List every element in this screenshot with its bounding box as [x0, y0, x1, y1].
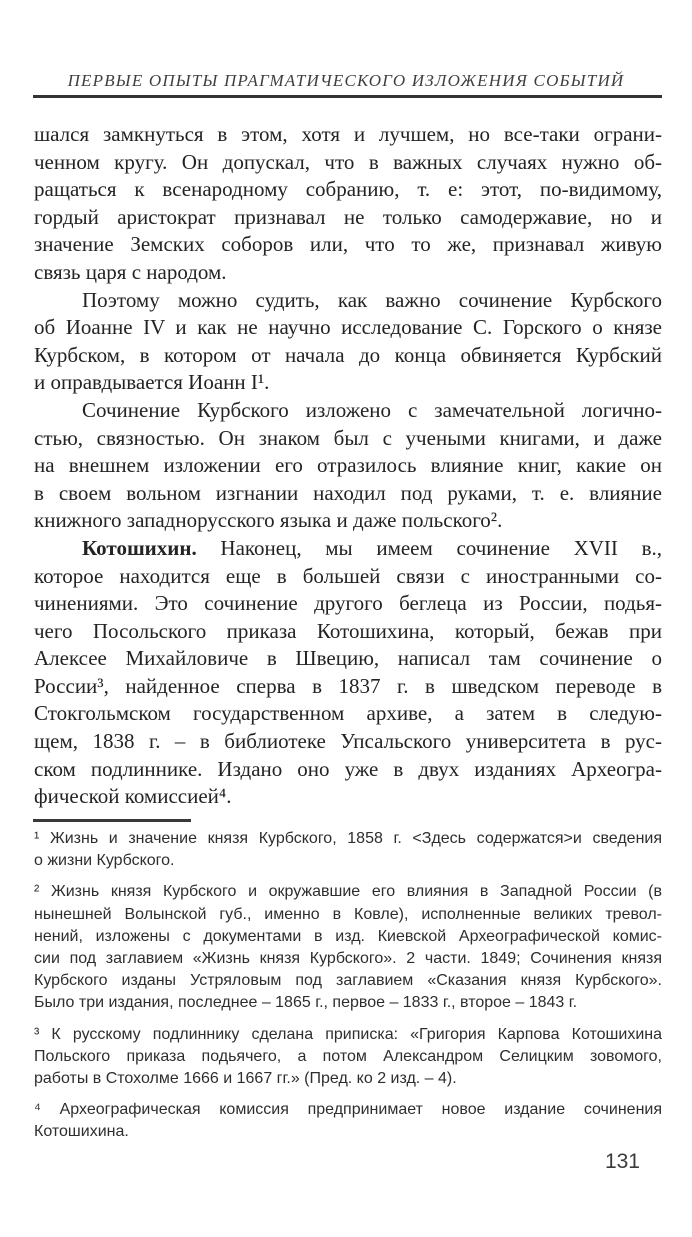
body-line: России³, найденное сперва в 1837 г. в шведском переводе в	[34, 673, 662, 698]
footnote-line: ³ К русскому подлиннику сделана приписка: «Григория Карпова Котошихина	[34, 1025, 662, 1043]
footnote-line: нений, изложены с документами в изд. Киевской Археографической комис-	[34, 927, 662, 945]
footnote-line: Курбского изданы Устряловым под заглавием «Сказания князя Курбского».	[34, 972, 662, 990]
page-number: 131	[604, 1150, 640, 1173]
paragraph	[34, 535, 662, 811]
footnote-3	[34, 1024, 662, 1091]
body-line: Сочинение Курбского изложено с замечательной логично-	[82, 397, 662, 422]
paragraph-lead-word: Котошихин.	[82, 535, 197, 560]
footnote-separator-rule	[33, 819, 191, 822]
footnote-line: Польского приказа подьячего, а потом Александром Селицким зовомого,	[34, 1047, 662, 1065]
footnote-4	[34, 1099, 662, 1143]
body-line: Поэтому можно судить, как важно сочинение Курбского	[82, 287, 662, 312]
body-line: чинениями. Это сочинение другого беглеца из России, подья-	[34, 591, 662, 616]
body-line: Алексее Михайловиче в Швецию, написал там сочинение о	[34, 646, 662, 671]
running-header-title: ПЕРВЫЕ ОПЫТЫ ПРАГМАТИЧЕСКОГО ИЗЛОЖЕНИЯ СОБЫТИЙ	[67, 71, 625, 90]
body-line: и оправдывается Иоанн I¹.	[34, 370, 270, 395]
body-line: об Иоанне IV и как не научно исследование С. Горского о князе	[34, 315, 662, 340]
body-line: ращаться к всенародному собранию, т. е: этот, по-видимому,	[34, 177, 662, 202]
footnote-line: Было три издания, последнее – 1865 г., первое – 1833 г., второе – 1843 г.	[34, 994, 578, 1012]
footnote-2	[34, 881, 662, 1014]
footnote-line: работы в Стохолме 1666 и 1667 гг.» (Пред. ко 2 изд. – 4).	[34, 1070, 457, 1088]
body-line: фической комиссией⁴.	[34, 784, 232, 809]
body-line: чего Посольского приказа Котошихина, который, бежав при	[34, 618, 662, 643]
body-line: стью, связностью. Он знаком был с учеными книгами, и даже	[34, 425, 662, 450]
footnote-line: ¹ Жизнь и значение князя Курбского, 1858 г. <Здесь содержатся>и сведения	[34, 830, 662, 847]
body-line: ченном кругу. Он допускал, что в важных случаях нужно об-	[34, 149, 662, 174]
body-line: Котошихин. Наконец, мы имеем сочинение XVII в.,	[82, 535, 662, 560]
footnote-line: о жизни Курбского.	[34, 852, 175, 870]
paragraph	[34, 287, 662, 397]
body-line: гордый аристократ признавал не только самодержавие, но и	[34, 204, 662, 229]
running-header	[0, 71, 692, 91]
paragraph	[34, 121, 662, 287]
body-line: значение Земских соборов или, что то же, признавал живую	[34, 232, 662, 257]
body-line: шался замкнуться в этом, хотя и лучшем, но все-таки ограни-	[34, 122, 662, 146]
footnote-line: сии под заглавием «Жизнь князя Курбского». 2 части. 1849; Сочинения князя	[34, 950, 662, 968]
footnote-line: ² Жизнь князя Курбского и окружавшие его влияния в Западной России (в	[34, 883, 662, 901]
body-line: которое находится еще в большей связи с иностранными со-	[34, 563, 662, 588]
body-line: Курбском, в котором от начала до конца обвиняется Курбский	[34, 342, 662, 367]
body-text	[34, 121, 662, 811]
paragraph	[34, 397, 662, 535]
footnote-1	[34, 828, 662, 872]
body-line: Стокгольмском государственном архиве, а затем в следую-	[34, 701, 662, 726]
body-line: ском подлиннике. Издано оно уже в двух изданиях Археогра-	[34, 756, 662, 781]
footnote-line: нынешней Волынской губ., именно в Ковле), исполненные великих тревол-	[34, 905, 662, 923]
body-line: щем, 1838 г. – в библиотеке Упсальского университета в рус-	[34, 729, 662, 754]
body-line: в своем вольном изгнании находил под руками, т. е. влияние	[34, 480, 662, 505]
header-rule	[33, 95, 662, 98]
footnote-line: ⁴ Археографическая комиссия предпринимает новое издание сочинения	[34, 1101, 662, 1119]
body-line: связь царя с народом.	[34, 259, 227, 284]
footnotes	[34, 828, 662, 1153]
footnote-line: Котошихина.	[34, 1123, 129, 1141]
body-line: книжного западнорусского языка и даже польского².	[34, 508, 503, 533]
body-line: на внешнем изложении его отразилось влияние книг, какие он	[34, 453, 662, 478]
